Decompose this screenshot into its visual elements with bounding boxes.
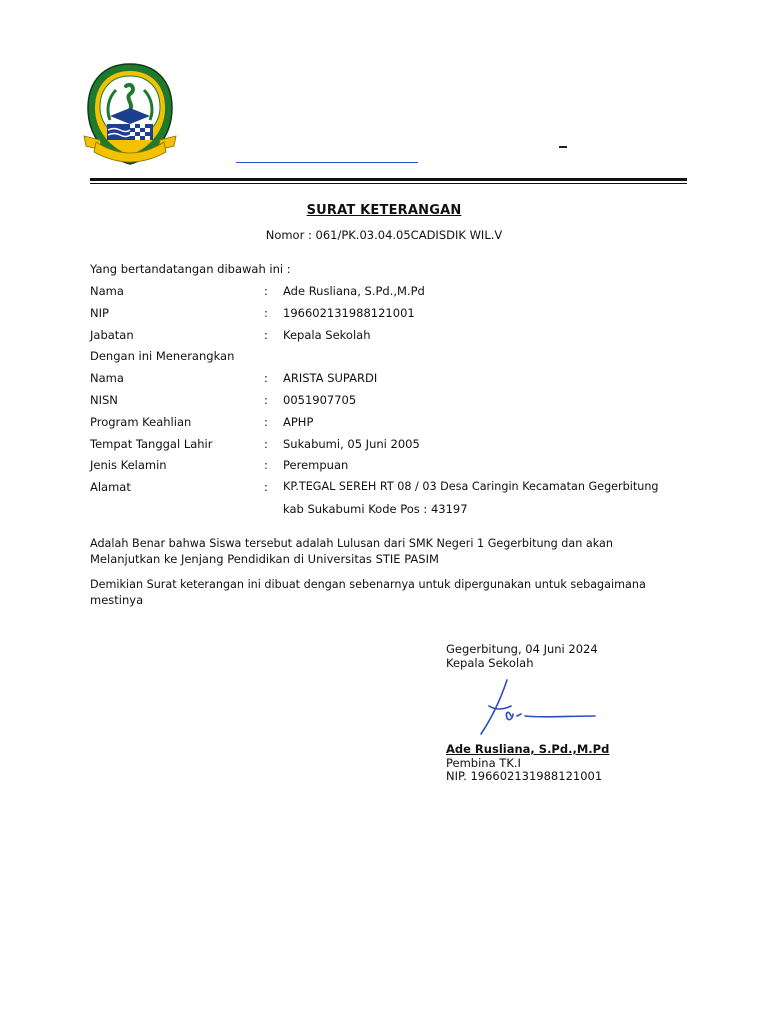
- field-value: Perempuan: [283, 458, 349, 472]
- field-label: Nama: [90, 371, 124, 385]
- field-label: Tempat Tanggal Lahir: [90, 437, 213, 451]
- field-value: Ade Rusliana, S.Pd.,M.Pd: [283, 284, 425, 298]
- field-separator: :: [264, 371, 268, 385]
- field-separator: :: [264, 437, 268, 451]
- field-value: Kepala Sekolah: [283, 328, 371, 342]
- handwritten-signature: [455, 676, 600, 746]
- field-value: KP.TEGAL SEREH RT 08 / 03 Desa Caringin Kecamatan Gegerbitung: [283, 480, 659, 493]
- document-number: Nomor : 061/PK.03.04.05CADISDIK WIL.V: [265, 228, 503, 242]
- field-separator: :: [264, 306, 268, 320]
- document-title: SURAT KETERANGAN: [306, 203, 462, 218]
- letterhead-rule-thick: [90, 178, 687, 181]
- field-label: Program Keahlian: [90, 415, 192, 429]
- declare-text: Dengan ini Menerangkan: [90, 349, 235, 363]
- field-separator: :: [264, 415, 268, 429]
- paragraph-closing-line2: mestinya: [90, 593, 144, 607]
- field-label: Jabatan: [90, 328, 134, 342]
- field-value: ARISTA SUPARDI: [283, 371, 378, 385]
- field-separator: :: [264, 458, 268, 472]
- field-label: Nama: [90, 284, 124, 298]
- field-value: APHP: [283, 415, 314, 429]
- field-label: NIP: [90, 306, 109, 320]
- address-line-2: kab Sukabumi Kode Pos : 43197: [283, 502, 468, 516]
- paragraph-statement-line2: Melanjutkan ke Jenjang Pendidikan di Universitas STIE PASIM: [90, 552, 439, 566]
- field-label: Jenis Kelamin: [90, 458, 167, 472]
- field-value: Sukabumi, 05 Juni 2005: [283, 437, 420, 451]
- letterhead-rule-thin: [90, 183, 687, 184]
- field-separator: :: [264, 328, 268, 342]
- field-label: NISN: [90, 393, 118, 407]
- field-value: 0051907705: [283, 393, 357, 407]
- signature-position: Kepala Sekolah: [446, 656, 534, 670]
- field-value: 196602131988121001: [283, 306, 415, 320]
- intro-text: Yang bertandatangan dibawah ini :: [90, 262, 291, 276]
- field-label: Alamat: [90, 480, 131, 494]
- field-separator: :: [264, 393, 268, 407]
- paragraph-closing-line1: Demikian Surat keterangan ini dibuat dengan sebenarnya untuk dipergunakan untuk sebagaimana: [90, 578, 646, 591]
- header-underline-link: [236, 162, 418, 163]
- signature-nip: NIP. 196602131988121001: [446, 769, 603, 783]
- signature-name: Ade Rusliana, S.Pd.,M.Pd: [446, 742, 610, 756]
- signature-place-date: Gegerbitung, 04 Juni 2024: [446, 642, 598, 656]
- field-separator: :: [264, 480, 268, 494]
- field-separator: :: [264, 284, 268, 298]
- signature-rank: Pembina TK.I: [446, 756, 521, 770]
- paragraph-statement-line1: Adalah Benar bahwa Siswa tersebut adalah Lulusan dari SMK Negeri 1 Gegerbitung dan akan: [90, 537, 613, 550]
- header-dash: [559, 146, 567, 148]
- provincial-emblem-logo: [80, 60, 180, 170]
